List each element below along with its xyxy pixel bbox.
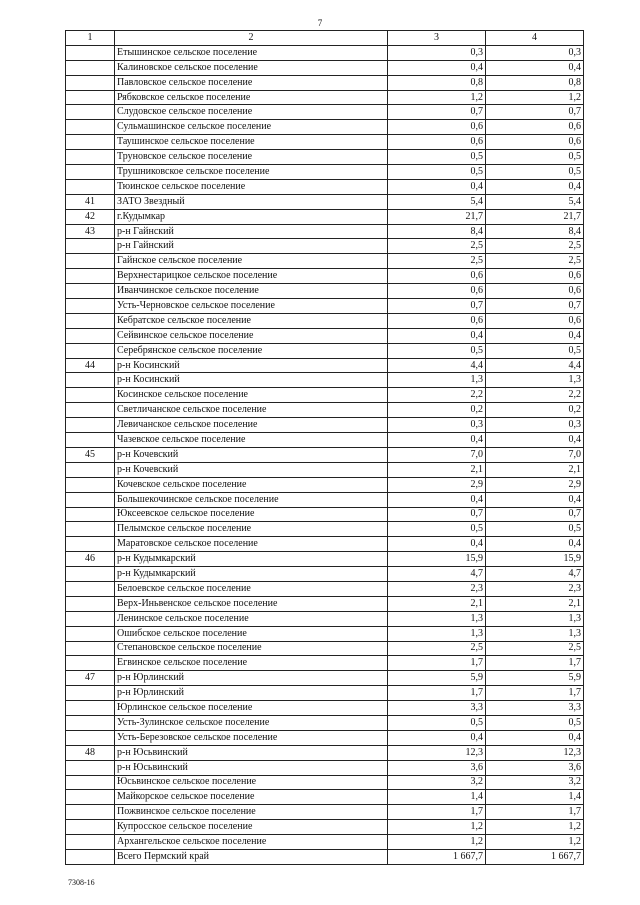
value-col4-cell: 2,5 — [486, 239, 584, 254]
value-col3-cell: 2,1 — [388, 462, 486, 477]
row-number-cell — [66, 567, 115, 582]
value-col3-cell: 5,4 — [388, 194, 486, 209]
row-number-cell — [66, 686, 115, 701]
value-col4-cell: 0,4 — [486, 179, 584, 194]
name-cell: Архангельское сельское поселение — [115, 835, 388, 850]
value-col3-cell: 0,5 — [388, 522, 486, 537]
row-number-cell — [66, 849, 115, 864]
table-row — [66, 656, 584, 671]
name-cell: Верхнестарицкое сельское поселение — [115, 269, 388, 284]
value-col4-cell: 0,6 — [486, 313, 584, 328]
value-col3-cell: 4,4 — [388, 358, 486, 373]
value-col4-cell: 1,4 — [486, 790, 584, 805]
row-number-cell — [66, 313, 115, 328]
value-col3-cell: 0,6 — [388, 120, 486, 135]
value-col3-cell: 2,5 — [388, 254, 486, 269]
table-row — [66, 105, 584, 120]
value-col4-cell: 0,4 — [486, 328, 584, 343]
name-cell: Юксеевское сельское поселение — [115, 507, 388, 522]
table-row — [66, 284, 584, 299]
row-number-cell: 47 — [66, 671, 115, 686]
header-col-1: 1 — [66, 31, 115, 46]
name-cell: Рябковское сельское поселение — [115, 90, 388, 105]
name-cell: Косинское сельское поселение — [115, 388, 388, 403]
value-col4-cell: 1 667,7 — [486, 849, 584, 864]
row-number-cell — [66, 656, 115, 671]
value-col4-cell: 1,7 — [486, 656, 584, 671]
row-number-cell — [66, 715, 115, 730]
value-col4-cell: 2,5 — [486, 254, 584, 269]
value-col3-cell: 0,6 — [388, 135, 486, 150]
name-cell: Трушниковское сельское поселение — [115, 165, 388, 180]
value-col4-cell: 2,1 — [486, 596, 584, 611]
value-col4-cell: 1,2 — [486, 90, 584, 105]
name-cell: Пожвинское сельское поселение — [115, 805, 388, 820]
value-col3-cell: 0,5 — [388, 715, 486, 730]
value-col4-cell: 0,4 — [486, 60, 584, 75]
value-col3-cell: 1,7 — [388, 656, 486, 671]
table-row — [66, 269, 584, 284]
table-row — [66, 224, 584, 239]
row-number-cell — [66, 45, 115, 60]
row-number-cell: 48 — [66, 745, 115, 760]
value-col4-cell: 0,5 — [486, 715, 584, 730]
name-cell: р-н Кочевский — [115, 462, 388, 477]
name-cell: Егвинское сельское поселение — [115, 656, 388, 671]
row-number-cell: 45 — [66, 447, 115, 462]
value-col3-cell: 2,3 — [388, 581, 486, 596]
value-col4-cell: 0,6 — [486, 269, 584, 284]
name-cell: р-н Кочевский — [115, 447, 388, 462]
value-col4-cell: 2,5 — [486, 641, 584, 656]
table-row — [66, 835, 584, 850]
value-col4-cell: 0,6 — [486, 135, 584, 150]
value-col3-cell: 1,3 — [388, 626, 486, 641]
value-col4-cell: 0,2 — [486, 403, 584, 418]
table-row — [66, 358, 584, 373]
value-col4-cell: 0,8 — [486, 75, 584, 90]
value-col3-cell: 0,3 — [388, 418, 486, 433]
name-cell: р-н Юсьвинский — [115, 760, 388, 775]
value-col4-cell: 1,3 — [486, 611, 584, 626]
table-row — [66, 507, 584, 522]
table-row — [66, 90, 584, 105]
value-col3-cell: 1,2 — [388, 90, 486, 105]
value-col4-cell: 1,7 — [486, 686, 584, 701]
row-number-cell: 42 — [66, 209, 115, 224]
value-col4-cell: 2,2 — [486, 388, 584, 403]
table-row — [66, 745, 584, 760]
value-col4-cell: 21,7 — [486, 209, 584, 224]
row-number-cell — [66, 269, 115, 284]
value-col3-cell: 3,6 — [388, 760, 486, 775]
name-cell: р-н Кудымкарский — [115, 552, 388, 567]
value-col4-cell: 0,5 — [486, 522, 584, 537]
table-row — [66, 522, 584, 537]
table-row — [66, 299, 584, 314]
name-cell: ЗАТО Звездный — [115, 194, 388, 209]
table-row — [66, 775, 584, 790]
row-number-cell — [66, 626, 115, 641]
table-row — [66, 373, 584, 388]
row-number-cell: 46 — [66, 552, 115, 567]
value-col4-cell: 4,4 — [486, 358, 584, 373]
value-col3-cell: 21,7 — [388, 209, 486, 224]
name-cell: р-н Юрлинский — [115, 686, 388, 701]
value-col4-cell: 1,2 — [486, 820, 584, 835]
name-cell: Усть-Черновское сельское поселение — [115, 299, 388, 314]
value-col3-cell: 0,4 — [388, 730, 486, 745]
row-number-cell — [66, 641, 115, 656]
value-col4-cell: 7,0 — [486, 447, 584, 462]
table-row — [66, 165, 584, 180]
value-col3-cell: 0,7 — [388, 507, 486, 522]
table-row — [66, 313, 584, 328]
value-col4-cell: 4,7 — [486, 567, 584, 582]
name-cell: Слудовское сельское поселение — [115, 105, 388, 120]
row-number-cell — [66, 701, 115, 716]
table-row — [66, 641, 584, 656]
value-col4-cell: 0,3 — [486, 418, 584, 433]
table-row — [66, 849, 584, 864]
name-cell: Белоевское сельское поселение — [115, 581, 388, 596]
value-col4-cell: 2,3 — [486, 581, 584, 596]
header-col-4: 4 — [486, 31, 584, 46]
row-number-cell — [66, 433, 115, 448]
name-cell: Степановское сельское поселение — [115, 641, 388, 656]
row-number-cell — [66, 596, 115, 611]
table-row — [66, 462, 584, 477]
row-number-cell — [66, 760, 115, 775]
value-col3-cell: 0,4 — [388, 537, 486, 552]
value-col3-cell: 15,9 — [388, 552, 486, 567]
row-number-cell — [66, 299, 115, 314]
value-col3-cell: 0,2 — [388, 403, 486, 418]
name-cell: Маратовское сельское поселение — [115, 537, 388, 552]
name-cell: Етышинское сельское поселение — [115, 45, 388, 60]
row-number-cell — [66, 105, 115, 120]
table-row — [66, 492, 584, 507]
value-col4-cell: 0,6 — [486, 284, 584, 299]
row-number-cell: 43 — [66, 224, 115, 239]
value-col3-cell: 0,4 — [388, 492, 486, 507]
value-col3-cell: 0,7 — [388, 105, 486, 120]
value-col3-cell: 2,9 — [388, 477, 486, 492]
value-col4-cell: 8,4 — [486, 224, 584, 239]
row-number-cell — [66, 835, 115, 850]
row-number-cell — [66, 418, 115, 433]
value-col4-cell: 1,2 — [486, 835, 584, 850]
row-number-cell — [66, 60, 115, 75]
value-col3-cell: 2,2 — [388, 388, 486, 403]
value-col3-cell: 1,2 — [388, 820, 486, 835]
table-row — [66, 581, 584, 596]
table-row — [66, 179, 584, 194]
name-cell: Ленинское сельское поселение — [115, 611, 388, 626]
value-col3-cell: 0,5 — [388, 150, 486, 165]
value-col4-cell: 0,3 — [486, 45, 584, 60]
row-number-cell — [66, 507, 115, 522]
name-cell: Сейвинское сельское поселение — [115, 328, 388, 343]
header-col-3: 3 — [388, 31, 486, 46]
table-row — [66, 805, 584, 820]
table-row — [66, 447, 584, 462]
name-cell: Усть-Зулинское сельское поселение — [115, 715, 388, 730]
allocation-table — [65, 30, 584, 865]
value-col4-cell: 0,7 — [486, 105, 584, 120]
name-cell: р-н Кудымкарский — [115, 567, 388, 582]
table-row — [66, 715, 584, 730]
name-cell: р-н Юсьвинский — [115, 745, 388, 760]
value-col4-cell: 3,3 — [486, 701, 584, 716]
value-col4-cell: 1,3 — [486, 626, 584, 641]
table-row — [66, 596, 584, 611]
row-number-cell — [66, 179, 115, 194]
row-number-cell — [66, 239, 115, 254]
table-row — [66, 254, 584, 269]
value-col3-cell: 0,4 — [388, 433, 486, 448]
name-cell: р-н Косинский — [115, 358, 388, 373]
table-row — [66, 671, 584, 686]
row-number-cell — [66, 581, 115, 596]
value-col3-cell: 0,4 — [388, 328, 486, 343]
value-col4-cell: 0,4 — [486, 537, 584, 552]
row-number-cell — [66, 477, 115, 492]
name-cell: Левичанское сельское поселение — [115, 418, 388, 433]
name-cell: Тюинское сельское поселение — [115, 179, 388, 194]
name-cell: р-н Косинский — [115, 373, 388, 388]
table-row — [66, 120, 584, 135]
name-cell: Калиновское сельское поселение — [115, 60, 388, 75]
value-col3-cell: 12,3 — [388, 745, 486, 760]
value-col4-cell: 5,4 — [486, 194, 584, 209]
table-row — [66, 626, 584, 641]
value-col3-cell: 8,4 — [388, 224, 486, 239]
row-number-cell — [66, 343, 115, 358]
value-col3-cell: 0,4 — [388, 179, 486, 194]
table-row — [66, 433, 584, 448]
table-row — [66, 239, 584, 254]
value-col3-cell: 1,7 — [388, 686, 486, 701]
table-row — [66, 552, 584, 567]
table-row — [66, 150, 584, 165]
table-row — [66, 537, 584, 552]
name-cell: Ошибское сельское поселение — [115, 626, 388, 641]
row-number-cell — [66, 790, 115, 805]
value-col3-cell: 0,5 — [388, 343, 486, 358]
table-row — [66, 477, 584, 492]
table-row — [66, 388, 584, 403]
name-cell: р-н Юрлинский — [115, 671, 388, 686]
table-row — [66, 343, 584, 358]
row-number-cell — [66, 373, 115, 388]
row-number-cell — [66, 254, 115, 269]
row-number-cell — [66, 90, 115, 105]
table-row — [66, 418, 584, 433]
table-row — [66, 701, 584, 716]
row-number-cell — [66, 611, 115, 626]
value-col4-cell: 5,9 — [486, 671, 584, 686]
table-row — [66, 567, 584, 582]
value-col3-cell: 1,2 — [388, 835, 486, 850]
table-row — [66, 790, 584, 805]
row-number-cell — [66, 537, 115, 552]
row-number-cell — [66, 775, 115, 790]
row-number-cell — [66, 492, 115, 507]
footer-document-code: 7308-16 — [68, 878, 95, 887]
header-col-2: 2 — [115, 31, 388, 46]
value-col4-cell: 2,9 — [486, 477, 584, 492]
name-cell: Павловское сельское поселение — [115, 75, 388, 90]
value-col3-cell: 0,7 — [388, 299, 486, 314]
value-col4-cell: 3,2 — [486, 775, 584, 790]
value-col3-cell: 1,3 — [388, 373, 486, 388]
table-row — [66, 209, 584, 224]
value-col3-cell: 5,9 — [388, 671, 486, 686]
name-cell: Кочевское сельское поселение — [115, 477, 388, 492]
name-cell: Светличанское сельское поселение — [115, 403, 388, 418]
table-row — [66, 135, 584, 150]
value-col4-cell: 0,5 — [486, 165, 584, 180]
name-cell: р-н Гайнский — [115, 239, 388, 254]
table-row — [66, 403, 584, 418]
value-col3-cell: 7,0 — [388, 447, 486, 462]
value-col3-cell: 0,4 — [388, 60, 486, 75]
table-row — [66, 730, 584, 745]
table-row — [66, 328, 584, 343]
name-cell: Купросское сельское поселение — [115, 820, 388, 835]
table-row — [66, 45, 584, 60]
name-cell: Сульмашинское сельское поселение — [115, 120, 388, 135]
value-col4-cell: 0,7 — [486, 299, 584, 314]
row-number-cell — [66, 388, 115, 403]
name-cell: Иванчинское сельское поселение — [115, 284, 388, 299]
name-cell: Гайнское сельское поселение — [115, 254, 388, 269]
value-col4-cell: 0,4 — [486, 433, 584, 448]
name-cell: Кебратское сельское поселение — [115, 313, 388, 328]
table-row — [66, 760, 584, 775]
row-number-cell: 41 — [66, 194, 115, 209]
value-col3-cell: 2,1 — [388, 596, 486, 611]
table-row — [66, 194, 584, 209]
value-col3-cell: 0,6 — [388, 284, 486, 299]
value-col3-cell: 1 667,7 — [388, 849, 486, 864]
row-number-cell: 44 — [66, 358, 115, 373]
name-cell: Майкорское сельское поселение — [115, 790, 388, 805]
value-col3-cell: 0,3 — [388, 45, 486, 60]
value-col4-cell: 1,3 — [486, 373, 584, 388]
name-cell: Юрлинское сельское поселение — [115, 701, 388, 716]
value-col3-cell: 0,8 — [388, 75, 486, 90]
row-number-cell — [66, 150, 115, 165]
row-number-cell — [66, 820, 115, 835]
name-cell: г.Кудымкар — [115, 209, 388, 224]
name-cell: Всего Пермский край — [115, 849, 388, 864]
value-col4-cell: 2,1 — [486, 462, 584, 477]
row-number-cell — [66, 730, 115, 745]
value-col4-cell: 0,6 — [486, 120, 584, 135]
value-col3-cell: 0,6 — [388, 313, 486, 328]
name-cell: Большекочинское сельское поселение — [115, 492, 388, 507]
name-cell: Юсьвинское сельское поселение — [115, 775, 388, 790]
name-cell: р-н Гайнский — [115, 224, 388, 239]
value-col3-cell: 2,5 — [388, 239, 486, 254]
value-col3-cell: 0,5 — [388, 165, 486, 180]
row-number-cell — [66, 135, 115, 150]
name-cell: Усть-Березовское сельское поселение — [115, 730, 388, 745]
name-cell: Верх-Иньвенское сельское поселение — [115, 596, 388, 611]
name-cell: Чазевское сельское поселение — [115, 433, 388, 448]
value-col4-cell: 1,7 — [486, 805, 584, 820]
value-col4-cell: 3,6 — [486, 760, 584, 775]
table-header-row — [66, 31, 584, 46]
value-col4-cell: 0,4 — [486, 730, 584, 745]
value-col3-cell: 3,3 — [388, 701, 486, 716]
value-col4-cell: 0,5 — [486, 150, 584, 165]
name-cell: Труновское сельское поселение — [115, 150, 388, 165]
value-col4-cell: 0,4 — [486, 492, 584, 507]
value-col3-cell: 3,2 — [388, 775, 486, 790]
row-number-cell — [66, 75, 115, 90]
value-col3-cell: 4,7 — [388, 567, 486, 582]
value-col3-cell: 1,3 — [388, 611, 486, 626]
row-number-cell — [66, 522, 115, 537]
value-col4-cell: 0,7 — [486, 507, 584, 522]
value-col3-cell: 1,7 — [388, 805, 486, 820]
table-row — [66, 75, 584, 90]
value-col3-cell: 2,5 — [388, 641, 486, 656]
table-row — [66, 611, 584, 626]
row-number-cell — [66, 120, 115, 135]
table-row — [66, 820, 584, 835]
name-cell: Пелымское сельское поселение — [115, 522, 388, 537]
name-cell: Серебрянское сельское поселение — [115, 343, 388, 358]
row-number-cell — [66, 805, 115, 820]
row-number-cell — [66, 462, 115, 477]
value-col4-cell: 12,3 — [486, 745, 584, 760]
page-number: 7 — [317, 18, 323, 28]
name-cell: Таушинское сельское поселение — [115, 135, 388, 150]
row-number-cell — [66, 284, 115, 299]
row-number-cell — [66, 328, 115, 343]
table-row — [66, 686, 584, 701]
table-row — [66, 60, 584, 75]
value-col3-cell: 0,6 — [388, 269, 486, 284]
value-col3-cell: 1,4 — [388, 790, 486, 805]
value-col4-cell: 0,5 — [486, 343, 584, 358]
value-col4-cell: 15,9 — [486, 552, 584, 567]
row-number-cell — [66, 403, 115, 418]
row-number-cell — [66, 165, 115, 180]
